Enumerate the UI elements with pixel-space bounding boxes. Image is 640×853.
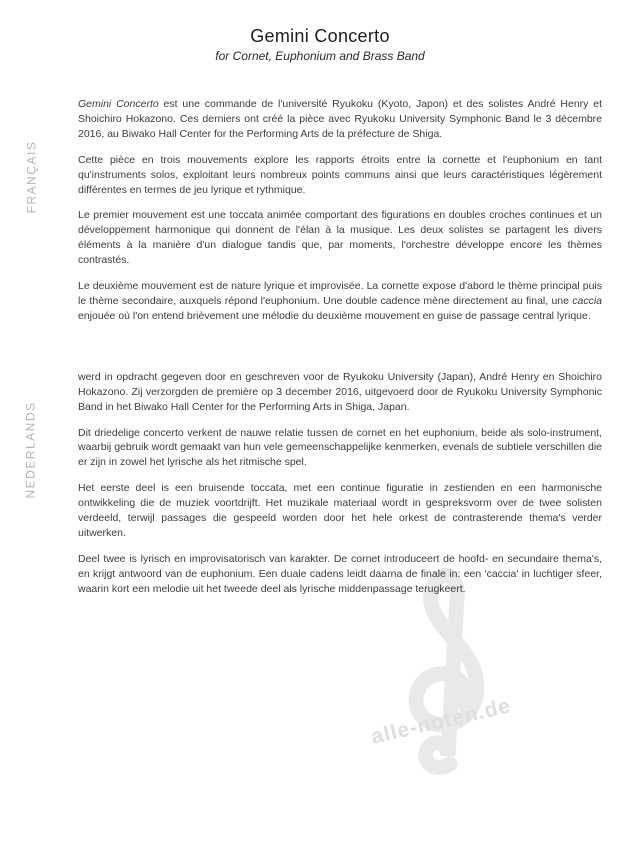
watermark-brand-text: alle-noten.de [369,694,514,749]
language-label-francais: FRANÇAIS [24,140,38,214]
page-title: Gemini Concerto [250,26,390,46]
language-label-wrap [22,370,40,530]
language-label-nederlands: NEDERLANDS [24,401,38,499]
paragraph: Gemini Concerto est une commande de l'université Ryukoku (Kyoto, Japon) et des solistes André Henry et Shoichiro Hokazono. Ces derniers ont créé la pièce avec Ryukoku University Symphonic Band le 3 décembre 2016, au Biwako Hall Center for the Performing Arts de la préfecture de Shiga. [78,98,602,140]
paragraph: Cette pièce en trois mouvements explore les rapports étroits entre la cornette et l'euphonium en tant qu'instruments solos, exploitant leurs nombreux points communs ainsi que leurs caractéristiques légèrement différentes en termes de jeu lyrique et rythmique. [78,153,602,196]
paragraph: werd in opdracht gegeven door en geschreven voor de Ryukoku University (Japan), André Henry en Shoichiro Hokazono. Zij verzorgden de première op 3 december 2016, uitgevoerd door de Ryukoku University Symphonic Band in het Biwako Hall Center for the Performing Arts in Shiga, Japan. [78,370,602,413]
section-francais [24,97,602,324]
nederlands-paragraphs [78,370,602,597]
language-label-wrap [22,97,40,257]
paragraph: Deel twee is lyrisch en improvisatorisch van karakter. De cornet introduceert de hoofd- en secundaire thema's, en krijgt antwoord van de euphonium. Een duale cadens leidt daarna de finale in: een 'caccia' in luchtiger sfeer, waarin kort een melodie uit het tweede deel als lyrische middenpassage terugkeert. [78,552,602,595]
section-nederlands [24,370,602,597]
paragraph: Dit driedelige concerto verkent de nauwe relatie tussen de cornet en het euphonium, beide als solo-instrument, waarbij gebruik wordt gemaakt van hun vele gemeenschappelijke kenmerken, evenals de subtiele verschillen die er zijn in zowel het lyrische als het ritmische spel. [78,426,602,469]
paragraph: Le premier mouvement est une toccata animée comportant des figurations en doubles croches continues et un développement harmonique qui donnent de l'élan à la musique. Les deux solistes se partagent les divers éléments à la manière d'un dialogue tandis que, par moments, l'orchestre développe encore les thèmes contrastés. [78,209,602,267]
page-subtitle: for Cornet, Euphonium and Brass Band [215,49,425,63]
paragraph: Het eerste deel is een bruisende toccata, met een continue figuratie in zestienden en een harmonische ontwikkeling die de muziek voortdrijft. Het muzikale materiaal wordt in gespreksvorm over de twee solisten verdeeld, terwijl passages die gespeeld worden door het hele orkest de contrasterende thema's verder uitwerken. [78,482,602,539]
document-header [0,26,640,63]
paragraph: Le deuxième mouvement est de nature lyrique et improvisée. La cornette expose d'abord le thème principal puis le thème secondaire, auxquels répond l'euphonium. Une double cadence mène directement au final, une caccia enjouée où l'on entend brièvement une mélodie du deuxième mouvement en guise de passage central lyrique. [78,280,602,322]
document-body [24,97,602,608]
francais-paragraphs [78,97,602,324]
